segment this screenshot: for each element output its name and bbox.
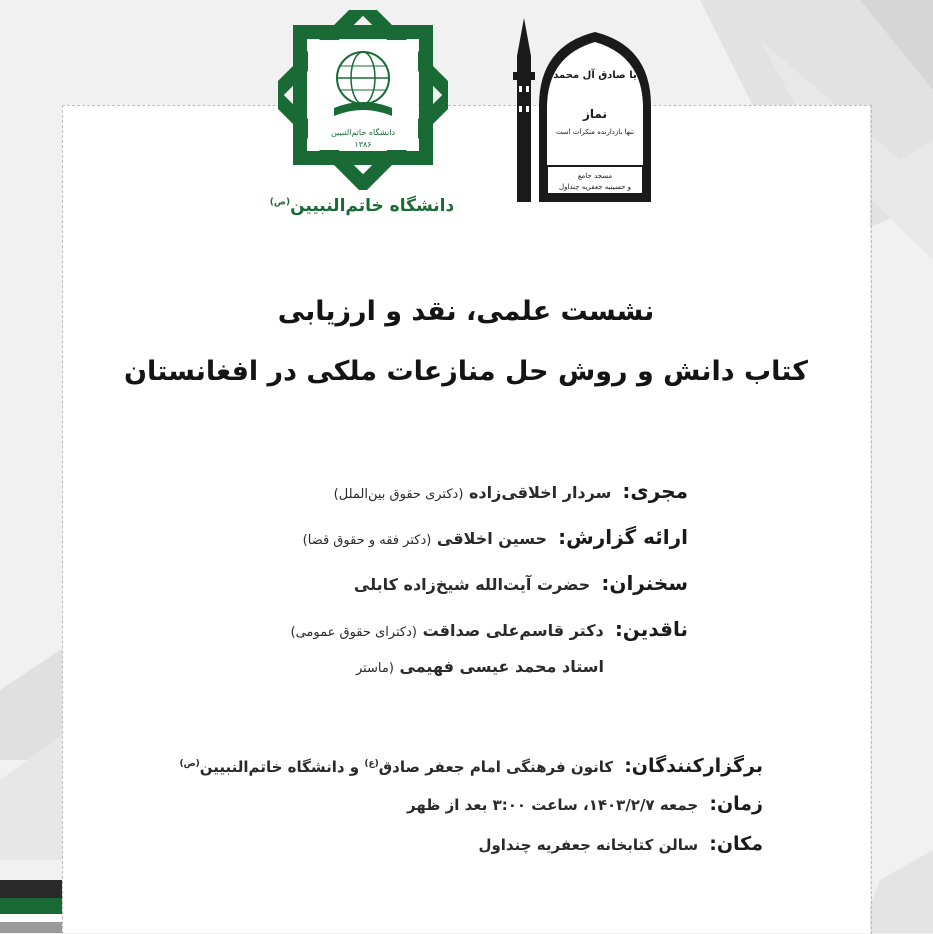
event-title [62, 282, 870, 402]
university-name: دانشگاه خاتم‌النبیین$^{(ص)}$ [269, 196, 455, 216]
participants-list [168, 468, 688, 690]
critic-1-value: دکتر قاسم‌علی صداقت (دکترای حقوق عمومی) [290, 621, 604, 640]
host-value: سردار اخلاقی‌زاده (دکتری حقوق بین‌الملل) [333, 483, 612, 502]
event-details [143, 744, 763, 864]
critic-2-value: استاد محمد عیسی فهیمی (ماستر [355, 657, 604, 676]
report-label: ارائه گزارش: [558, 525, 688, 549]
organizers-row [143, 744, 763, 784]
title-line-1: نشست علمی، نقد و ارزیابی [277, 296, 655, 327]
svg-text:تنها بازدارنده منکرات است: تنها بازدارنده منکرات است [555, 128, 635, 136]
critics-label: ناقدین: [614, 617, 688, 641]
critic-2-row [168, 652, 688, 690]
place-value: سالن کتابخانه جعفریه چنداول [478, 836, 699, 854]
place-label: مکان: [709, 833, 763, 855]
svg-text:و حسینیه جعفریه چنداول: و حسینیه جعفریه چنداول [558, 183, 632, 191]
svg-text:مسجد جامع: مسجد جامع [577, 172, 613, 180]
report-value: حسین اخلاقی (دکتر فقه و حقوق قضا) [302, 529, 548, 548]
time-label: زمان: [709, 793, 763, 815]
speaker-row [168, 560, 688, 606]
place-row [143, 824, 763, 864]
time-row [143, 784, 763, 824]
mosque-logo [505, 16, 655, 206]
svg-text:۱۳۸۶: ۱۳۸۶ [354, 140, 372, 149]
organizers-label: برگزارکنندگان: [624, 755, 763, 777]
host-label: مجری: [622, 479, 688, 503]
host-row [168, 468, 688, 514]
speaker-value: حضرت آیت‌الله شیخ‌زاده کابلی [353, 575, 591, 594]
mosque-emblem-icon [505, 16, 655, 206]
critics-row [168, 606, 688, 652]
university-seal-icon [278, 10, 448, 190]
svg-text:دانشگاه خاتم‌النبیین: دانشگاه خاتم‌النبیین [330, 128, 396, 137]
speaker-label: سخنران: [601, 571, 688, 595]
time-value: جمعه ۱۴۰۳/۲/۷، ساعت ۳:۰۰ بعد از ظهر [407, 796, 699, 814]
university-logo [262, 10, 462, 230]
svg-text:نماز: نماز [583, 107, 607, 121]
report-row [168, 514, 688, 560]
organizers-value: کانون فرهنگی امام جعفر صادق$^{(ع)}$ و دانشگاه خاتم‌النبیین$^{(ص)}$ [179, 758, 614, 776]
svg-text:یا صادق آل محمد: یا صادق آل محمد [553, 70, 637, 81]
title-line-2: کتاب دانش و روش حل منازعات ملکی در افغانستان [124, 356, 808, 387]
